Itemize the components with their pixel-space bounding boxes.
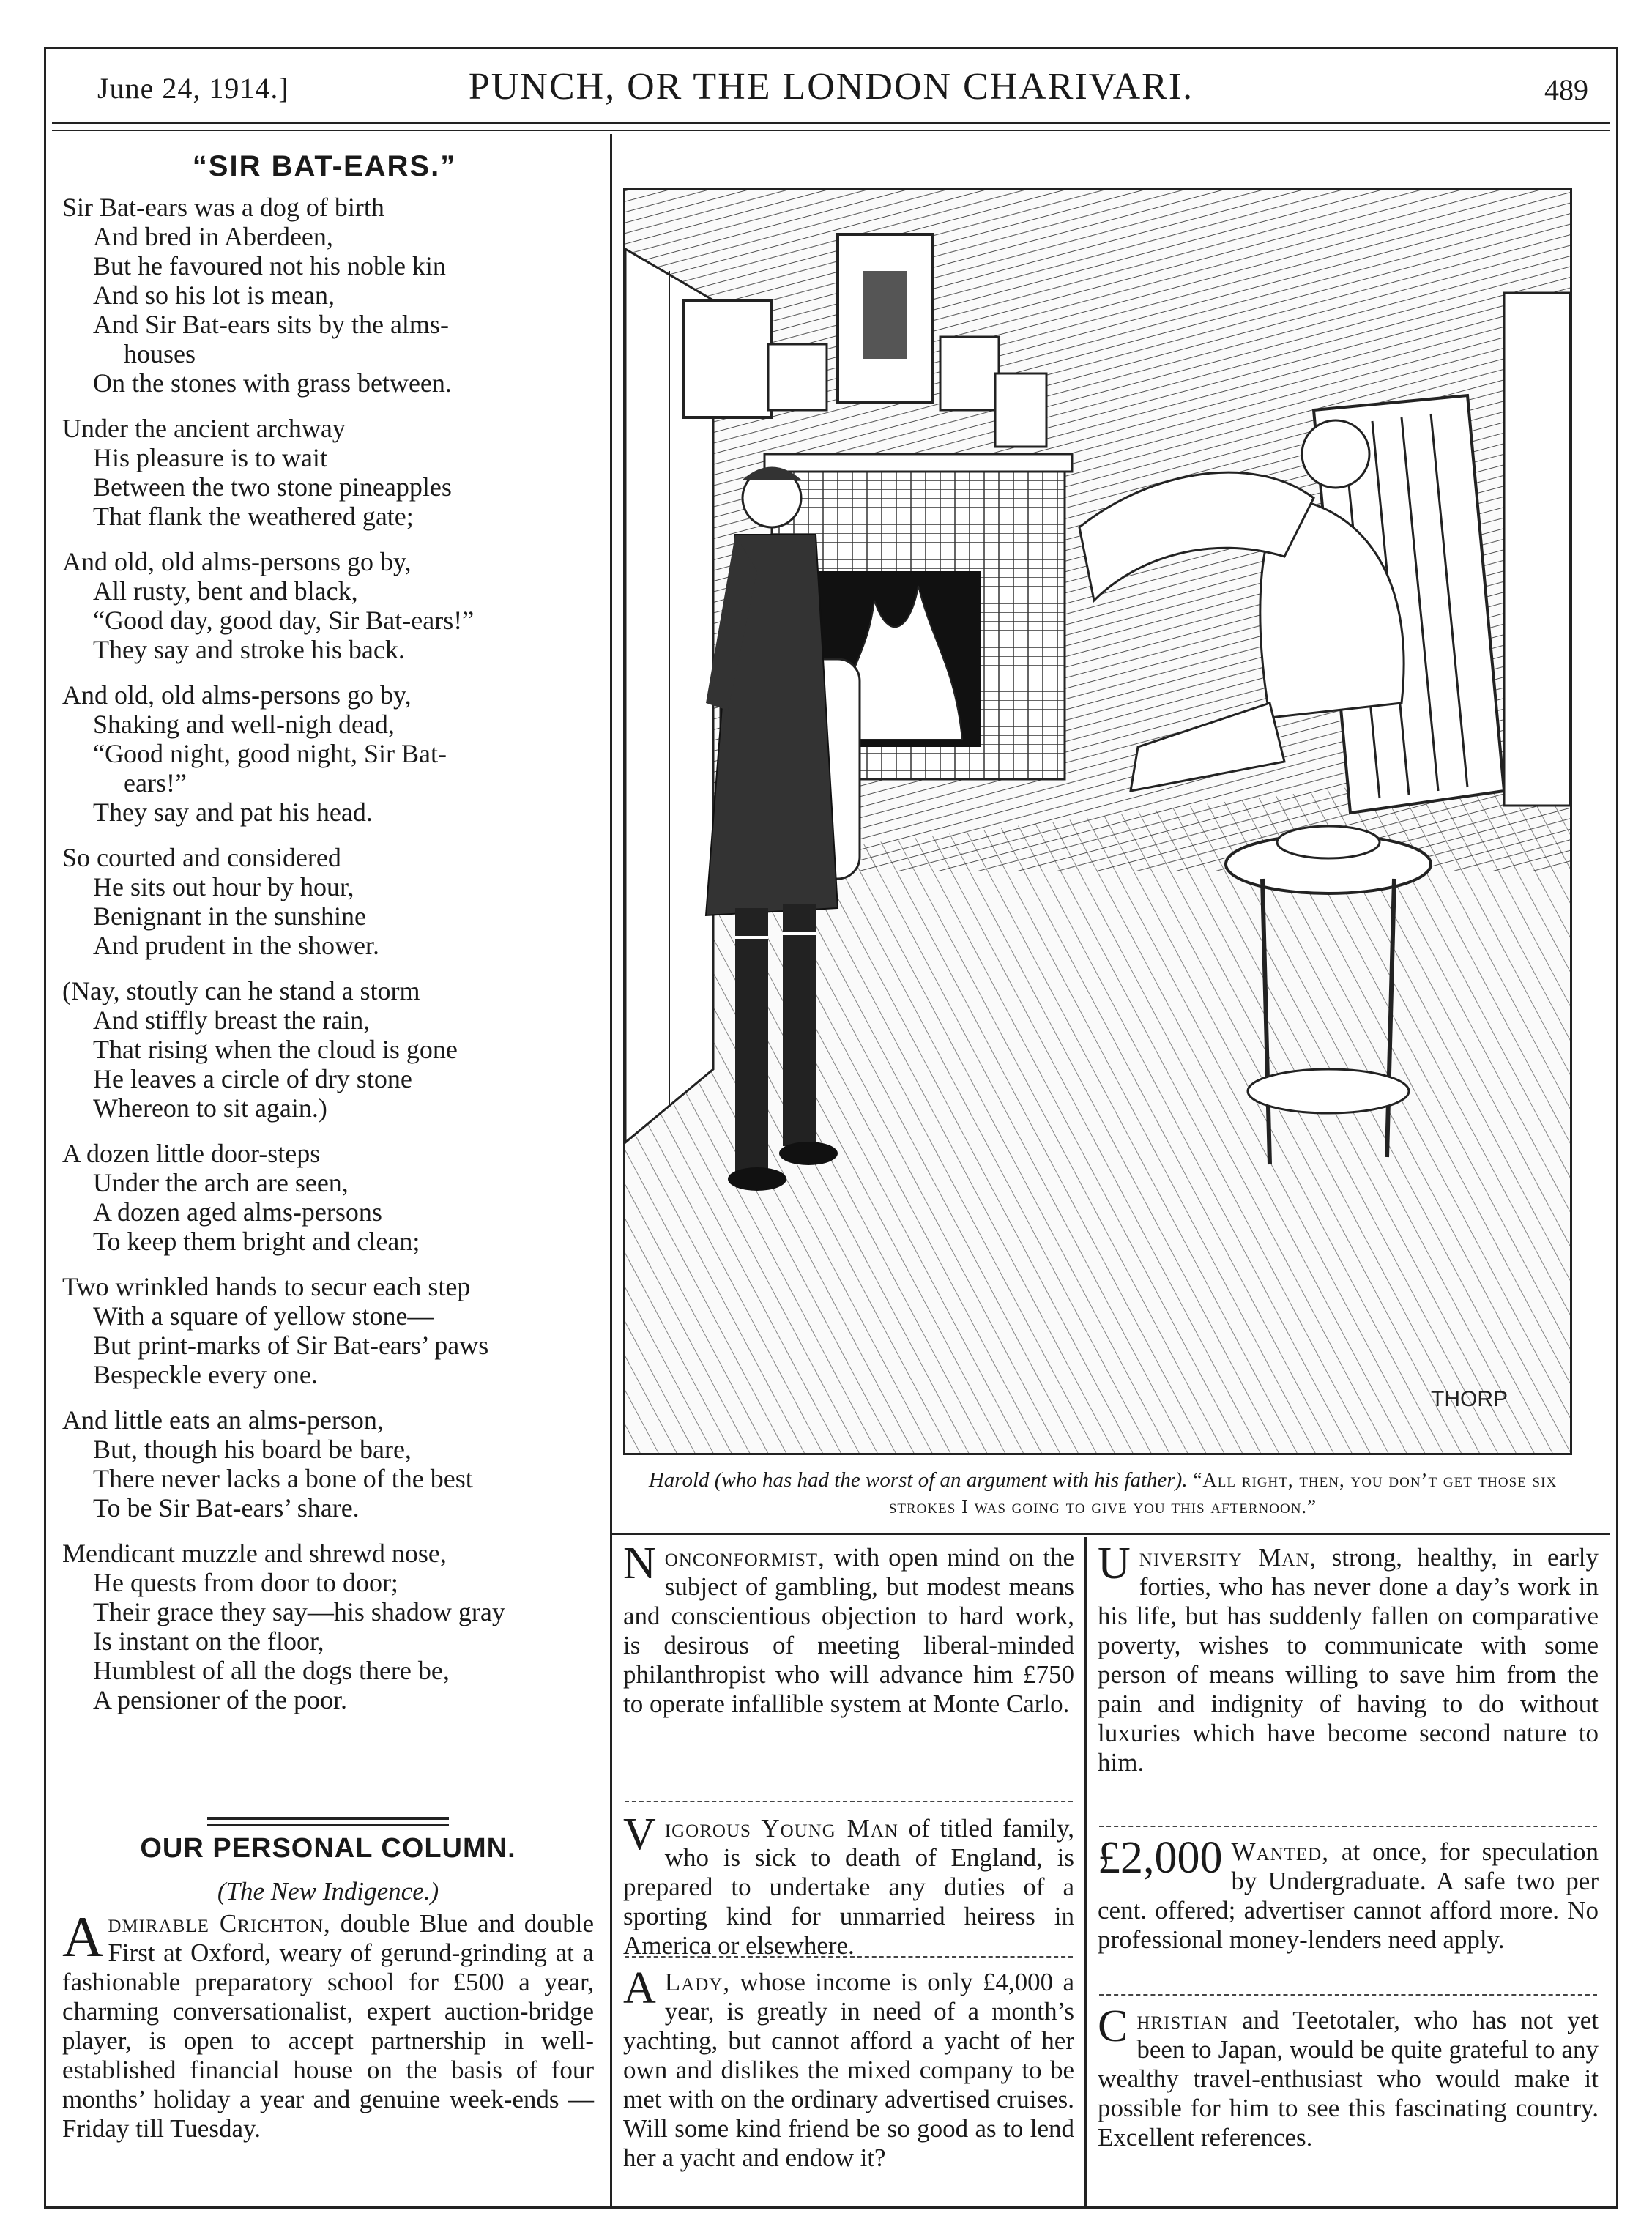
poem-line: His pleasure is to wait: [93, 443, 327, 472]
poem-line: That rising when the cloud is gone: [93, 1035, 458, 1064]
ad-text: of titled family, who is sick to death of England, is prepared to undertake any duties of a sporting kind for unmarried heiress in America or elsewhere.: [623, 1814, 1074, 1960]
ad-university-man: [1098, 1539, 1599, 1777]
poem-line: So courted and considered: [62, 843, 341, 872]
ad-separator: [1099, 1994, 1597, 1996]
drop-cap: N: [623, 1539, 656, 1588]
poem-line: Mendicant muzzle and shrewd nose,: [62, 1539, 447, 1568]
poem-line: Is instant on the floor,: [93, 1626, 324, 1656]
caption-quote: “All right, then, you don’t get those six strokes I was going to give you this afternoon.”: [888, 1469, 1558, 1517]
poem-line: ears!”: [124, 768, 187, 798]
poem-stanza: [62, 843, 595, 960]
poem-line: (Nay, stoutly can he stand a storm: [62, 976, 420, 1005]
poem-line: On the stones with grass between.: [93, 368, 452, 398]
poem-stanza: [62, 1405, 595, 1523]
personal-column-subtitle: (The New Indigence.): [217, 1877, 439, 1906]
poem-line: But print-marks of Sir Bat-ears’ paws: [93, 1331, 489, 1360]
ad-text: at once, for speculation by Undergraduate. A safe two per cent. offered; advertiser cannot afford more. No professional money-lenders need apply.: [1098, 1837, 1599, 1954]
poem-line: And stiffly breast the rain,: [93, 1005, 371, 1035]
poem-line: “Good day, good day, Sir Bat-ears!”: [93, 606, 475, 635]
drop-cap: C: [1098, 2001, 1128, 2051]
header-rule-bottom: [52, 130, 1610, 131]
poem-line: All rusty, bent and black,: [93, 576, 358, 606]
poem-stanza: [62, 414, 595, 531]
section-divider: [207, 1817, 449, 1820]
poem-line: Under the arch are seen,: [93, 1168, 349, 1197]
poem-line: But, though his board be bare,: [93, 1435, 412, 1464]
poem-line: Whereon to sit again.): [93, 1093, 327, 1123]
poem-stanza: [62, 680, 595, 827]
ad-separator: [625, 1801, 1073, 1802]
ad-lead: dmirable Crichton,: [108, 1909, 331, 1938]
poem-line: But he favoured not his noble kin: [93, 251, 446, 280]
price-cap: £2,000: [1098, 1833, 1223, 1883]
poem-line: Two wrinkled hands to secur each step: [62, 1272, 471, 1301]
poem-line: And old, old alms-persons go by,: [62, 547, 412, 576]
ad-separator: [1099, 1826, 1597, 1827]
poem-line: To keep them bright and clean;: [93, 1227, 420, 1256]
ad-christian-teetotaler: [1098, 2001, 1599, 2152]
poem-line: Between the two stone pineapples: [93, 472, 452, 502]
poem-stanza: [62, 976, 595, 1123]
cartoon-caption: [616, 1467, 1590, 1520]
poem-line: Humblest of all the dogs there be,: [93, 1656, 450, 1685]
poem-line: “Good night, good night, Sir Bat-: [93, 739, 447, 768]
masthead-title: PUNCH, OR THE LONDON CHARIVARI.: [468, 66, 1194, 108]
drop-cap: U: [1098, 1539, 1131, 1588]
cartoon-drawing: [625, 190, 1570, 1453]
poem-line: And so his lot is mean,: [93, 280, 335, 310]
ad-lead: Lady,: [664, 1968, 731, 1996]
ad-vigorous-young-man: [623, 1810, 1074, 1960]
poem-line: He quests from door to door;: [93, 1568, 398, 1597]
poem-line: With a square of yellow stone—: [93, 1301, 434, 1331]
column-divider-left: [610, 134, 612, 2206]
column-divider-right: [1084, 1537, 1087, 2206]
drop-cap: V: [623, 1810, 656, 1859]
poem-line: Sir Bat-ears was a dog of birth: [62, 193, 384, 222]
admirable-crichton-ad: [62, 1905, 594, 2144]
poem-line: Benignant in the sunshine: [93, 901, 366, 931]
caption-rule: [611, 1533, 1610, 1535]
poem-line: A dozen aged alms-persons: [93, 1197, 382, 1227]
poem-line: To be Sir Bat-ears’ share.: [93, 1493, 360, 1523]
poem-stanza: [62, 193, 595, 398]
poem-line: He leaves a circle of dry stone: [93, 1064, 412, 1093]
ad-separator: [625, 1956, 1073, 1958]
poem-line: Under the ancient archway: [62, 414, 346, 443]
poem-stanza: [62, 1539, 595, 1714]
poem-line: And bred in Aberdeen,: [93, 222, 333, 251]
ad-text: and Teetotaler, who has not yet been to Japan, would be quite grateful to any wealthy travel-enthusiast who would make it possible for him to see this fascinating country. Excellent references.: [1098, 2006, 1599, 2152]
poem-line: houses: [124, 339, 196, 368]
poem-line: And old, old alms-persons go by,: [62, 680, 412, 710]
cartoon-illustration: [623, 188, 1572, 1455]
issue-date: June 24, 1914.]: [97, 72, 289, 105]
ad-text: strong, healthy, in early forties, who has never done a day’s work in his life, but has suddenly fallen on comparative poverty, wishes to communicate with some person of means willing to save him from the pain and indignity of having to do without luxuries which have become second nature to him.: [1098, 1543, 1599, 1777]
poem-line: They say and stroke his back.: [93, 635, 405, 664]
drop-cap: A: [62, 1905, 104, 1968]
ad-nonconformist: [623, 1539, 1074, 1719]
poem-line: Their grace they say—his shadow gray: [93, 1597, 505, 1626]
ad-lead: igorous Young Man: [664, 1814, 898, 1843]
poem-stanza: [62, 547, 595, 664]
poem-line: Shaking and well-nigh dead,: [93, 710, 395, 739]
poem-line: A pensioner of the poor.: [93, 1685, 347, 1714]
page-number: 489: [1544, 73, 1588, 106]
artist-signature: THORP: [1431, 1387, 1508, 1411]
poem-line: And Sir Bat-ears sits by the alms-: [93, 310, 449, 339]
ad-lead: hristian: [1136, 2006, 1229, 2034]
ad-lead: niversity Man,: [1139, 1543, 1317, 1572]
poem-stanza: [62, 1272, 595, 1389]
poem-line: They say and pat his head.: [93, 798, 373, 827]
caption-speaker: Harold (who has had the worst of an argument with his father).: [648, 1468, 1188, 1492]
header-rule-top: [52, 122, 1610, 124]
ad-lead: Wanted,: [1231, 1837, 1329, 1866]
poem-line: And prudent in the shower.: [93, 931, 379, 960]
poem-line: That flank the weathered gate;: [93, 502, 414, 531]
poem-line: Bespeckle every one.: [93, 1360, 318, 1389]
ad-lady: [623, 1963, 1074, 2173]
ad-two-thousand-pounds: [1098, 1833, 1599, 1955]
poem-body: [62, 193, 595, 1730]
ad-text: with open mind on the subject of gambling, but modest means and conscientious objection to hard work, is desirous of meeting liberal-minded philanthropist who will advance him £750 to operate infallible system at Monte Carlo.: [623, 1543, 1074, 1718]
poem-line: He sits out hour by hour,: [93, 872, 354, 901]
poem-title: “SIR BAT-EARS.”: [192, 150, 457, 182]
section-divider-thin: [207, 1824, 449, 1826]
poem-stanza: [62, 1139, 595, 1256]
poem-line: There never lacks a bone of the best: [93, 1464, 473, 1493]
drop-cap: A: [623, 1963, 656, 2013]
ad-text: whose income is only £4,000 a year, is greatly in need of a month’s yachting, but cannot afford a yacht of her own and dislikes the mixed company to be met with on the ordinary advertised cruises. Will some kind friend be so good as to lend her a yacht and endow it?: [623, 1968, 1074, 2172]
newspaper-page: [44, 47, 1618, 2209]
ad-text: double Blue and double First at Oxford, weary of gerund-grinding at a fashionable preparatory school for £500 a year, charming conversationalist, expert auction-bridge player, is open to accept partnership in well-established financial house on the basis of four months’ holiday a year and genuine week-ends —Friday till Tuesday.: [62, 1909, 594, 2143]
personal-column-title: OUR PERSONAL COLUMN.: [140, 1833, 516, 1864]
poem-line: And little eats an alms-person,: [62, 1405, 384, 1435]
ad-lead: onconformist,: [664, 1543, 825, 1572]
poem-line: A dozen little door-steps: [62, 1139, 321, 1168]
